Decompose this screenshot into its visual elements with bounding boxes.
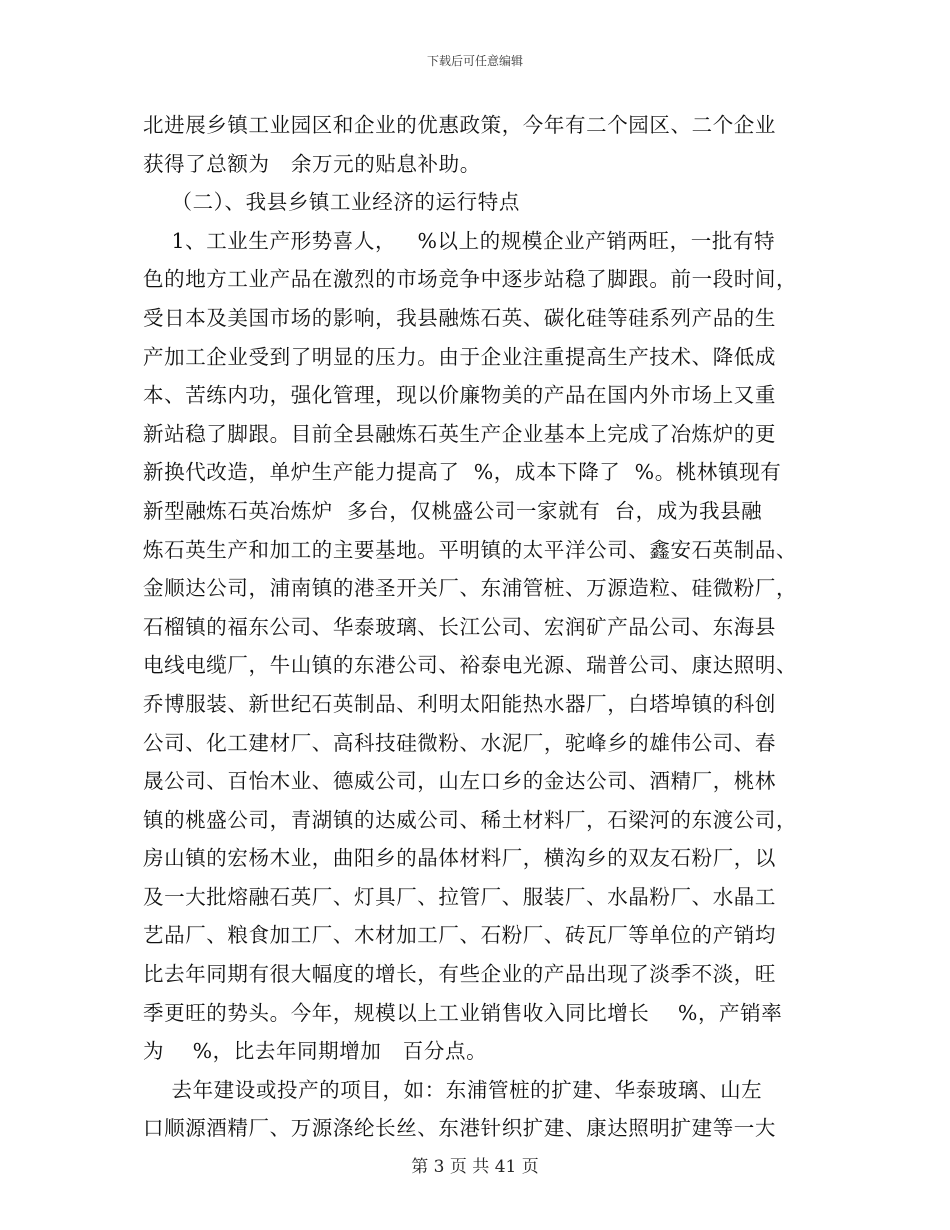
text-line: 公司、化工建材厂、高科技硅微粉、水泥厂，驼峰乡的雄伟公司、春 <box>143 730 776 755</box>
text-line: 为 %，比去年同期增加 百分点。 <box>143 1039 488 1064</box>
text-line: 口顺源酒精厂、万源涤纶长丝、东港针织扩建、康达照明扩建等一大 <box>143 1116 776 1141</box>
page-number-footer: 第 3 页 共 41 页 <box>411 1157 539 1177</box>
text-line: 去年建设或投产的项目，如：东浦管桩的扩建、华泰玻璃、山左 <box>143 1077 763 1102</box>
text-line: 季更旺的势头。今年，规模以上工业销售收入同比增长 %，产销率 <box>143 1000 783 1025</box>
text-line: 晟公司、百怡木业、德威公司，山左口乡的金达公司、酒精厂，桃林 <box>143 769 776 794</box>
text-line: 电线电缆厂，牛山镇的东港公司、裕泰电光源、瑞普公司、康达照明、 <box>143 653 798 678</box>
text-line: 比去年同期有很大幅度的增长，有些企业的产品出现了淡季不淡，旺 <box>143 962 776 987</box>
text-line: 房山镇的宏杨木业，曲阳乡的晶体材料厂，横沟乡的双友石粉厂，以 <box>143 846 776 871</box>
text-line: 获得了总额为 余万元的贴息补助。 <box>143 151 481 176</box>
text-line: 及一大批熔融石英厂、灯具厂、拉管厂、服装厂、水晶粉厂、水晶工 <box>143 884 776 909</box>
text-line: 石榴镇的福东公司、华泰玻璃、长江公司、宏润矿产品公司、东海县 <box>143 614 776 639</box>
text-line: 新型融炼石英冶炼炉 多台，仅桃盛公司一家就有 台，成为我县融 <box>143 498 763 523</box>
text-line: 北进展乡镇工业园区和企业的优惠政策，今年有二个园区、二个企业 <box>143 113 776 137</box>
page-header: 下载后可任意编辑 <box>426 54 523 68</box>
section-heading: （二）、我县乡镇工业经济的运行特点 <box>143 190 520 215</box>
text-line: 艺品厂、粮食加工厂、木材加工厂、石粉厂、砖瓦厂等单位的产销均 <box>143 923 776 948</box>
text-line: 1、工业生产形势喜人， %以上的规模企业产销两旺，一批有特 <box>143 228 776 253</box>
text-line: 新换代改造，单炉生产能力提高了 %，成本下降了 %。桃林镇现有 <box>143 460 782 485</box>
document-body <box>143 106 807 1148</box>
text-line: 受日本及美国市场的影响，我县融炼石英、碳化硅等硅系列产品的生 <box>143 305 776 330</box>
text-line: 本、苦练内功，强化管理，现以价廉物美的产品在国内外市场上又重 <box>143 383 776 408</box>
text-line: 色的地方工业产品在激烈的市场竞争中逐步站稳了脚跟。前一段时间， <box>143 267 798 292</box>
text-line: 产加工企业受到了明显的压力。由于企业注重提高生产技术、降低成 <box>143 344 776 369</box>
text-line: 乔博服装、新世纪石英制品、利明太阳能热水器厂，白塔埠镇的科创 <box>143 691 776 716</box>
text-line: 镇的桃盛公司，青湖镇的达威公司、稀土材料厂，石梁河的东渡公司， <box>143 807 798 832</box>
text-line: 炼石英生产和加工的主要基地。平明镇的太平洋公司、鑫安石英制品、 <box>143 537 798 562</box>
text-line: 新站稳了脚跟。目前全县融炼石英生产企业基本上完成了冶炼炉的更 <box>143 421 776 446</box>
text-line: 金顺达公司，浦南镇的港圣开关厂、东浦管桩、万源造粒、硅微粉厂， <box>143 576 798 601</box>
